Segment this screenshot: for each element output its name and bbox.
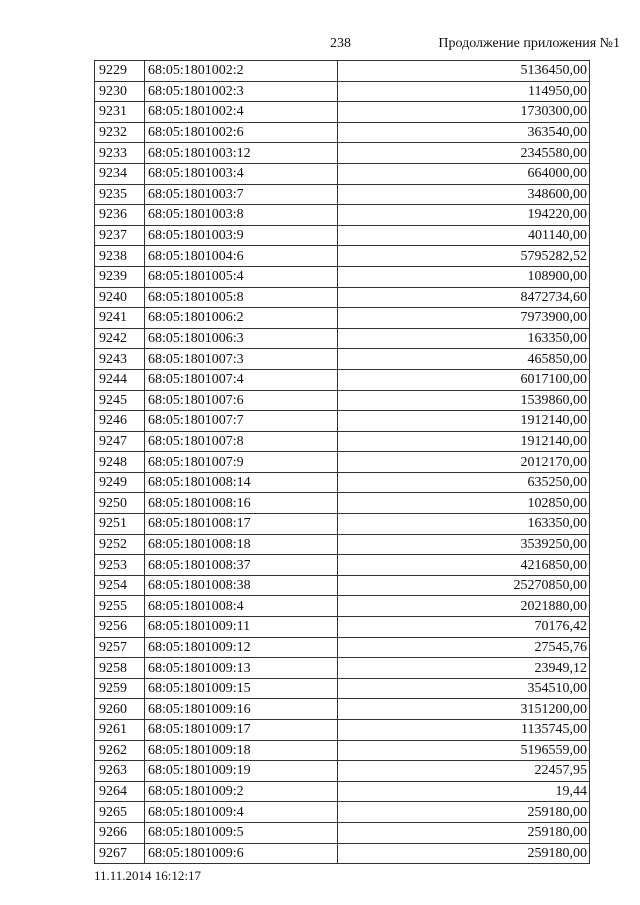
row-number: 9245	[95, 390, 145, 411]
table-row	[95, 431, 590, 452]
table-row	[95, 349, 590, 370]
cadastral-number: 68:05:1801009:5	[145, 822, 338, 843]
row-number: 9256	[95, 617, 145, 638]
cadastral-number: 68:05:1801008:18	[145, 534, 338, 555]
table-row	[95, 61, 590, 82]
cadastral-number: 68:05:1801008:37	[145, 555, 338, 576]
cadastral-number: 68:05:1801007:4	[145, 369, 338, 390]
page-number: 238	[330, 36, 351, 51]
row-number: 9231	[95, 102, 145, 123]
row-value: 22457,95	[338, 761, 590, 782]
row-number: 9233	[95, 143, 145, 164]
row-value: 194220,00	[338, 205, 590, 226]
row-number: 9243	[95, 349, 145, 370]
row-value: 401140,00	[338, 225, 590, 246]
row-number: 9265	[95, 802, 145, 823]
cadastral-number: 68:05:1801007:7	[145, 411, 338, 432]
row-number: 9263	[95, 761, 145, 782]
row-value: 2012170,00	[338, 452, 590, 473]
row-value: 102850,00	[338, 493, 590, 514]
cadastral-number: 68:05:1801008:14	[145, 472, 338, 493]
row-value: 163350,00	[338, 328, 590, 349]
row-value: 114950,00	[338, 81, 590, 102]
row-value: 8472734,60	[338, 287, 590, 308]
cadastral-number: 68:05:1801002:4	[145, 102, 338, 123]
table-row	[95, 843, 590, 864]
cadastral-number: 68:05:1801006:3	[145, 328, 338, 349]
table-row	[95, 472, 590, 493]
table-row	[95, 122, 590, 143]
table-row	[95, 184, 590, 205]
row-number: 9242	[95, 328, 145, 349]
table-row	[95, 246, 590, 267]
row-value: 23949,12	[338, 658, 590, 679]
row-value: 7973900,00	[338, 308, 590, 329]
cadastral-number: 68:05:1801009:16	[145, 699, 338, 720]
row-number: 9253	[95, 555, 145, 576]
row-number: 9239	[95, 266, 145, 287]
cadastral-number: 68:05:1801009:19	[145, 761, 338, 782]
row-value: 19,44	[338, 781, 590, 802]
cadastral-number: 68:05:1801007:6	[145, 390, 338, 411]
table-row	[95, 205, 590, 226]
table-row	[95, 163, 590, 184]
row-number: 9230	[95, 81, 145, 102]
row-value: 259180,00	[338, 822, 590, 843]
cadastral-table	[94, 60, 590, 864]
row-value: 3151200,00	[338, 699, 590, 720]
row-number: 9252	[95, 534, 145, 555]
row-number: 9251	[95, 514, 145, 535]
table-row	[95, 369, 590, 390]
cadastral-number: 68:05:1801008:17	[145, 514, 338, 535]
row-value: 465850,00	[338, 349, 590, 370]
cadastral-number: 68:05:1801009:13	[145, 658, 338, 679]
cadastral-number: 68:05:1801005:8	[145, 287, 338, 308]
cadastral-number: 68:05:1801007:9	[145, 452, 338, 473]
cadastral-number: 68:05:1801008:16	[145, 493, 338, 514]
row-number: 9250	[95, 493, 145, 514]
cadastral-number: 68:05:1801003:8	[145, 205, 338, 226]
cadastral-number: 68:05:1801008:38	[145, 575, 338, 596]
row-number: 9241	[95, 308, 145, 329]
row-value: 635250,00	[338, 472, 590, 493]
table-row	[95, 328, 590, 349]
cadastral-number: 68:05:1801005:4	[145, 266, 338, 287]
row-value: 3539250,00	[338, 534, 590, 555]
row-value: 5196559,00	[338, 740, 590, 761]
row-value: 4216850,00	[338, 555, 590, 576]
row-value: 664000,00	[338, 163, 590, 184]
row-value: 25270850,00	[338, 575, 590, 596]
table-row	[95, 287, 590, 308]
table-row	[95, 596, 590, 617]
table-row	[95, 514, 590, 535]
row-value: 2021880,00	[338, 596, 590, 617]
row-value: 1730300,00	[338, 102, 590, 123]
table-row	[95, 143, 590, 164]
row-number: 9238	[95, 246, 145, 267]
cadastral-number: 68:05:1801009:15	[145, 678, 338, 699]
table-row	[95, 411, 590, 432]
row-number: 9262	[95, 740, 145, 761]
table-row	[95, 617, 590, 638]
row-number: 9267	[95, 843, 145, 864]
table-row	[95, 452, 590, 473]
row-value: 6017100,00	[338, 369, 590, 390]
row-number: 9261	[95, 720, 145, 741]
row-number: 9260	[95, 699, 145, 720]
row-value: 5136450,00	[338, 61, 590, 82]
row-number: 9248	[95, 452, 145, 473]
table-row	[95, 720, 590, 741]
row-value: 5795282,52	[338, 246, 590, 267]
table-row	[95, 102, 590, 123]
table-row	[95, 390, 590, 411]
row-value: 163350,00	[338, 514, 590, 535]
row-value: 348600,00	[338, 184, 590, 205]
row-number: 9237	[95, 225, 145, 246]
table-row	[95, 637, 590, 658]
table-row	[95, 678, 590, 699]
table-row	[95, 81, 590, 102]
row-number: 9266	[95, 822, 145, 843]
cadastral-number: 68:05:1801003:7	[145, 184, 338, 205]
cadastral-number: 68:05:1801002:2	[145, 61, 338, 82]
footer-timestamp: 11.11.2014 16:12:17	[94, 868, 202, 883]
table-row	[95, 534, 590, 555]
cadastral-number: 68:05:1801004:6	[145, 246, 338, 267]
table-row	[95, 575, 590, 596]
cadastral-number: 68:05:1801003:4	[145, 163, 338, 184]
row-number: 9255	[95, 596, 145, 617]
row-number: 9246	[95, 411, 145, 432]
cadastral-number: 68:05:1801008:4	[145, 596, 338, 617]
table-row	[95, 761, 590, 782]
table-row	[95, 699, 590, 720]
row-value: 1135745,00	[338, 720, 590, 741]
row-number: 9235	[95, 184, 145, 205]
row-number: 9257	[95, 637, 145, 658]
row-value: 1912140,00	[338, 431, 590, 452]
cadastral-number: 68:05:1801003:9	[145, 225, 338, 246]
table-row	[95, 308, 590, 329]
row-number: 9234	[95, 163, 145, 184]
cadastral-number: 68:05:1801009:12	[145, 637, 338, 658]
cadastral-number: 68:05:1801009:11	[145, 617, 338, 638]
cadastral-number: 68:05:1801006:2	[145, 308, 338, 329]
row-value: 259180,00	[338, 802, 590, 823]
table-row	[95, 266, 590, 287]
table-row	[95, 225, 590, 246]
row-number: 9264	[95, 781, 145, 802]
header-note: Продолжение приложения №1	[438, 36, 620, 51]
row-number: 9258	[95, 658, 145, 679]
cadastral-number: 68:05:1801009:18	[145, 740, 338, 761]
table-row	[95, 822, 590, 843]
row-value: 1539860,00	[338, 390, 590, 411]
cadastral-number: 68:05:1801002:6	[145, 122, 338, 143]
row-number: 9232	[95, 122, 145, 143]
row-number: 9259	[95, 678, 145, 699]
table-row	[95, 740, 590, 761]
row-value: 259180,00	[338, 843, 590, 864]
table-row	[95, 493, 590, 514]
row-value: 1912140,00	[338, 411, 590, 432]
row-number: 9244	[95, 369, 145, 390]
row-number: 9254	[95, 575, 145, 596]
cadastral-number: 68:05:1801009:17	[145, 720, 338, 741]
row-value: 354510,00	[338, 678, 590, 699]
row-number: 9236	[95, 205, 145, 226]
cadastral-number: 68:05:1801009:2	[145, 781, 338, 802]
row-number: 9240	[95, 287, 145, 308]
row-number: 9247	[95, 431, 145, 452]
cadastral-number: 68:05:1801007:3	[145, 349, 338, 370]
row-value: 363540,00	[338, 122, 590, 143]
table-row	[95, 555, 590, 576]
row-value: 108900,00	[338, 266, 590, 287]
row-value: 70176,42	[338, 617, 590, 638]
row-value: 27545,76	[338, 637, 590, 658]
cadastral-number: 68:05:1801007:8	[145, 431, 338, 452]
cadastral-number: 68:05:1801009:6	[145, 843, 338, 864]
cadastral-number: 68:05:1801009:4	[145, 802, 338, 823]
cadastral-number: 68:05:1801003:12	[145, 143, 338, 164]
row-value: 2345580,00	[338, 143, 590, 164]
row-number: 9229	[95, 61, 145, 82]
table-row	[95, 658, 590, 679]
table-row	[95, 802, 590, 823]
row-number: 9249	[95, 472, 145, 493]
cadastral-number: 68:05:1801002:3	[145, 81, 338, 102]
table-row	[95, 781, 590, 802]
